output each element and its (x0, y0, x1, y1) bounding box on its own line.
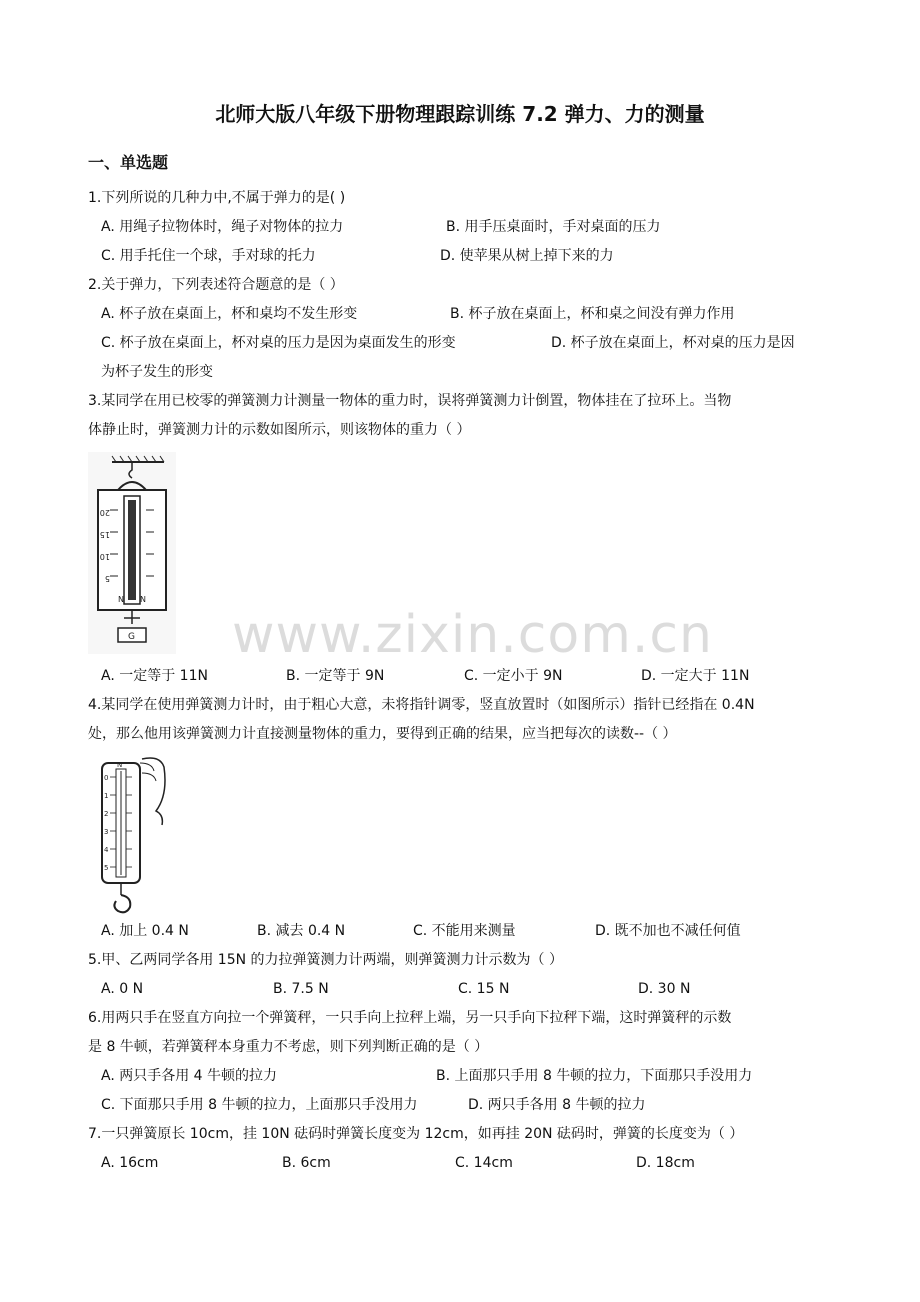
q2-option-d: D. 杯子放在桌面上，杯对桌的压力是因 (551, 335, 795, 351)
page-title: 北师大版八年级下册物理跟踪训练 7.2 弹力、力的测量 (215, 102, 705, 126)
q5-option-d: D. 30 N (638, 981, 691, 997)
q4-option-d: D. 既不加也不减任何值 (595, 923, 741, 939)
q2-option-d-cont: 为杯子发生的形变 (101, 364, 213, 380)
q3-option-a: A. 一定等于 11N (101, 668, 208, 684)
q6-option-d: D. 两只手各用 8 牛顿的拉力 (468, 1097, 646, 1113)
scale-unit-n: N (117, 761, 123, 769)
q5-option-c: C. 15 N (458, 981, 510, 997)
question-7-stem: 7.一只弹簧原长 10cm，挂 10N 砝码时弹簧长度变为 12cm，如再挂 20N 砝码时，弹簧的长度变为（ ） (88, 1126, 744, 1142)
q2-option-a: A. 杯子放在桌面上，杯和桌均不发生形变 (101, 306, 358, 322)
q5-option-b: B. 7.5 N (273, 981, 329, 997)
q6-option-a: A. 两只手各用 4 牛顿的拉力 (101, 1068, 278, 1084)
q1-option-b: B. 用手压桌面时，手对桌面的压力 (446, 219, 661, 235)
q3-option-b: B. 一定等于 9N (286, 668, 385, 684)
q3-option-c: C. 一定小于 9N (464, 668, 563, 684)
q7-option-d: D. 18cm (636, 1155, 695, 1171)
question-1-stem: 1.下列所说的几种力中,不属于弹力的是( ) (88, 190, 346, 206)
q1-option-c: C. 用手托住一个球，手对球的托力 (101, 248, 316, 264)
q6-option-c: C. 下面那只手用 8 牛顿的拉力，上面那只手没用力 (101, 1097, 418, 1113)
q6-option-b: B. 上面那只手用 8 牛顿的拉力，下面那只手没用力 (436, 1068, 753, 1084)
question-3-stem-1: 3.某同学在用已校零的弹簧测力计测量一物体的重力时，误将弹簧测力计倒置，物体挂在了拉环上。当物 (88, 393, 732, 409)
q7-option-c: C. 14cm (455, 1155, 513, 1171)
q1-option-a: A. 用绳子拉物体时，绳子对物体的拉力 (101, 219, 344, 235)
scale-unit-left: N (118, 595, 124, 604)
scale-label-5: 5 (104, 574, 110, 583)
q4-option-b: B. 减去 0.4 N (257, 923, 346, 939)
q5-option-a: A. 0 N (101, 981, 144, 997)
q1-option-d: D. 使苹果从树上掉下来的力 (440, 248, 614, 264)
scale-unit-right: N (140, 595, 146, 604)
spring-scale-inverted-figure (88, 452, 176, 654)
section-heading: 一、单选题 (88, 153, 169, 172)
q3-option-d: D. 一定大于 11N (641, 668, 750, 684)
watermark: www.zixin.com.cn (232, 605, 713, 665)
scale-label-10: 10 (99, 552, 110, 561)
question-4-stem-2: 处，那么他用该弹簧测力计直接测量物体的重力，要得到正确的结果，应当把每次的读数--（ ） (88, 726, 677, 742)
question-6-stem-1: 6.用两只手在竖直方向拉一个弹簧秤，一只手向上拉秤上端，另一只手向下拉秤下端，这时弹簧秤的示数 (88, 1010, 732, 1026)
question-4-stem-1: 4.某同学在使用弹簧测力计时，由于粗心大意，未将指针调零，竖直放置时（如图所示）指针已经指在 0.4N (88, 697, 755, 713)
spring-scale-hand-figure (90, 755, 170, 915)
q2-option-c: C. 杯子放在桌面上，杯对桌的压力是因为桌面发生的形变 (101, 335, 456, 351)
question-5-stem: 5.甲、乙两同学各用 15N 的力拉弹簧测力计两端，则弹簧测力计示数为（ ） (88, 952, 563, 968)
tick-0: 0 (104, 774, 109, 782)
weight-label-g: G (128, 632, 135, 642)
q7-option-a: A. 16cm (101, 1155, 159, 1171)
q4-option-c: C. 不能用来测量 (413, 923, 516, 939)
question-2-stem: 2.关于弹力，下列表述符合题意的是（ ） (88, 277, 344, 293)
tick-5: 5 (104, 864, 109, 872)
scale-label-15: 15 (99, 530, 110, 539)
q7-option-b: B. 6cm (282, 1155, 331, 1171)
q2-option-b: B. 杯子放在桌面上，杯和桌之间没有弹力作用 (450, 306, 735, 322)
question-3-stem-2: 体静止时，弹簧测力计的示数如图所示，则该物体的重力（ ） (88, 422, 471, 438)
question-6-stem-2: 是 8 牛顿，若弹簧秤本身重力不考虑，则下列判断正确的是（ ） (88, 1039, 489, 1055)
tick-2: 2 (104, 810, 109, 818)
scale-label-20: 20 (99, 508, 110, 517)
tick-4: 4 (104, 846, 109, 854)
tick-1: 1 (104, 792, 109, 800)
tick-3: 3 (104, 828, 109, 836)
q4-option-a: A. 加上 0.4 N (101, 923, 189, 939)
